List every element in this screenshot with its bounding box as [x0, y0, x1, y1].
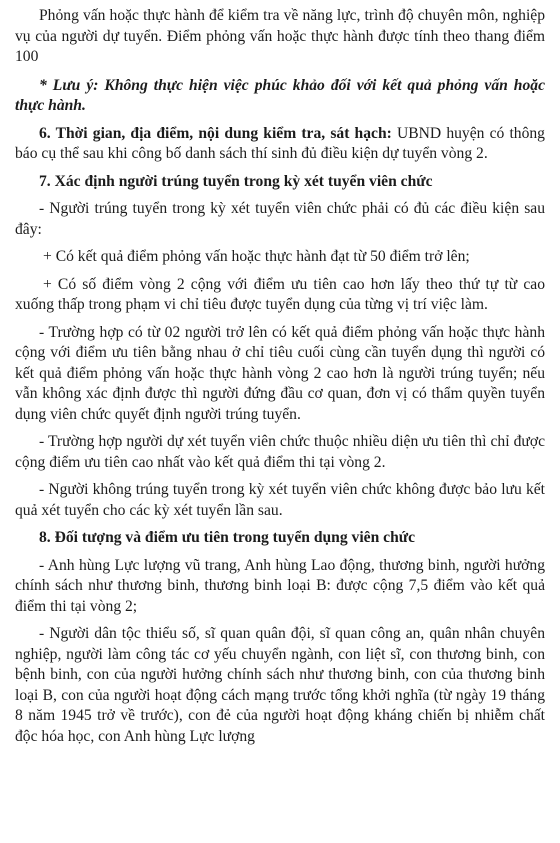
- paragraph-interview: Phỏng vấn hoặc thực hành để kiểm tra về năng lực, trình độ chuyên môn, nghiệp vụ của người dự tuyển. Điểm phỏng vấn hoặc thực hành được tính theo thang điểm 100: [15, 7, 545, 65]
- section-7-condition-1: + Có kết quả điểm phỏng vấn hoặc thực hành đạt từ 50 điểm trở lên;: [43, 248, 470, 265]
- section-7-tie-rule: - Trường hợp có từ 02 người trở lên có kết quả điểm phỏng vấn hoặc thực hành cộng với điểm ưu tiên bằng nhau ở chỉ tiêu cuối cùng cần tuyển dụng thì người có kết quả điểm phỏng vấn hoặc thực hành vòng 2 cao hơn là người trúng tuyển; nếu vẫn không xác định được thì người đứng đầu cơ quan, đơn vị có thẩm quyền tuyển dụng viên chức quyết định người trúng tuyển.: [15, 323, 545, 423]
- section-7-conditions: - Người trúng tuyển trong kỳ xét tuyển viên chức phải có đủ các điều kiện sau đây:: [15, 200, 545, 238]
- section-8-title: 8. Đối tượng và điểm ưu tiên trong tuyển dụng viên chức: [39, 529, 416, 546]
- section-7-priority-rule: - Trường hợp người dự xét tuyển viên chức thuộc nhiều diện ưu tiên thì chỉ được cộng điểm ưu tiên cao nhất vào kết quả điểm thi tại vòng 2.: [15, 433, 545, 471]
- section-7-condition-2: + Có số điểm vòng 2 cộng với điểm ưu tiên cao hơn lấy theo thứ tự từ cao xuống thấp trong phạm vi chỉ tiêu được tuyển dụng của từng vị trí việc làm.: [15, 275, 545, 313]
- section-8-priority-2: - Người dân tộc thiểu số, sĩ quan quân đội, sĩ quan công an, quân nhân chuyên nghiệp, người làm công tác cơ yếu chuyển ngành, con liệt sĩ, con thương binh, con bệnh binh, con của người hưởng chính sách như thương binh, con của thương binh loại B, con của người hoạt động cách mạng trước tổng khởi nghĩa (từ ngày 19 tháng 8 năm 1945 trở về trước), con đẻ của người hoạt động kháng chiến bị nhiễm chất độc hóa học, con Anh hùng Lực lượng: [15, 625, 545, 745]
- section-6-title: 6. Thời gian, địa điểm, nội dung kiểm tra, sát hạch:: [39, 124, 392, 142]
- section-8-priority-1: - Anh hùng Lực lượng vũ trang, Anh hùng Lao động, thương binh, người hưởng chính sách như thương binh, thương binh loại B: được cộng 7,5 điểm vào kết quả điểm thi tại vòng 2;: [15, 556, 545, 615]
- section-6-body: UBND huyện có thông báo cụ thể sau khi công bố danh sách thí sinh đủ điều kiện dự tuyển vòng 2.: [15, 124, 545, 162]
- note-no-review: * Lưu ý: Không thực hiện việc phúc khảo đối với kết quả phỏng vấn hoặc thực hành.: [15, 76, 545, 114]
- section-7-no-reserve: - Người không trúng tuyển trong kỳ xét tuyển viên chức không được bảo lưu kết quả xét tuyển cho các kỳ xét tuyển lần sau.: [15, 481, 545, 519]
- section-6: [15, 124, 545, 165]
- section-7-title: 7. Xác định người trúng tuyển trong kỳ xét tuyển viên chức: [39, 172, 433, 190]
